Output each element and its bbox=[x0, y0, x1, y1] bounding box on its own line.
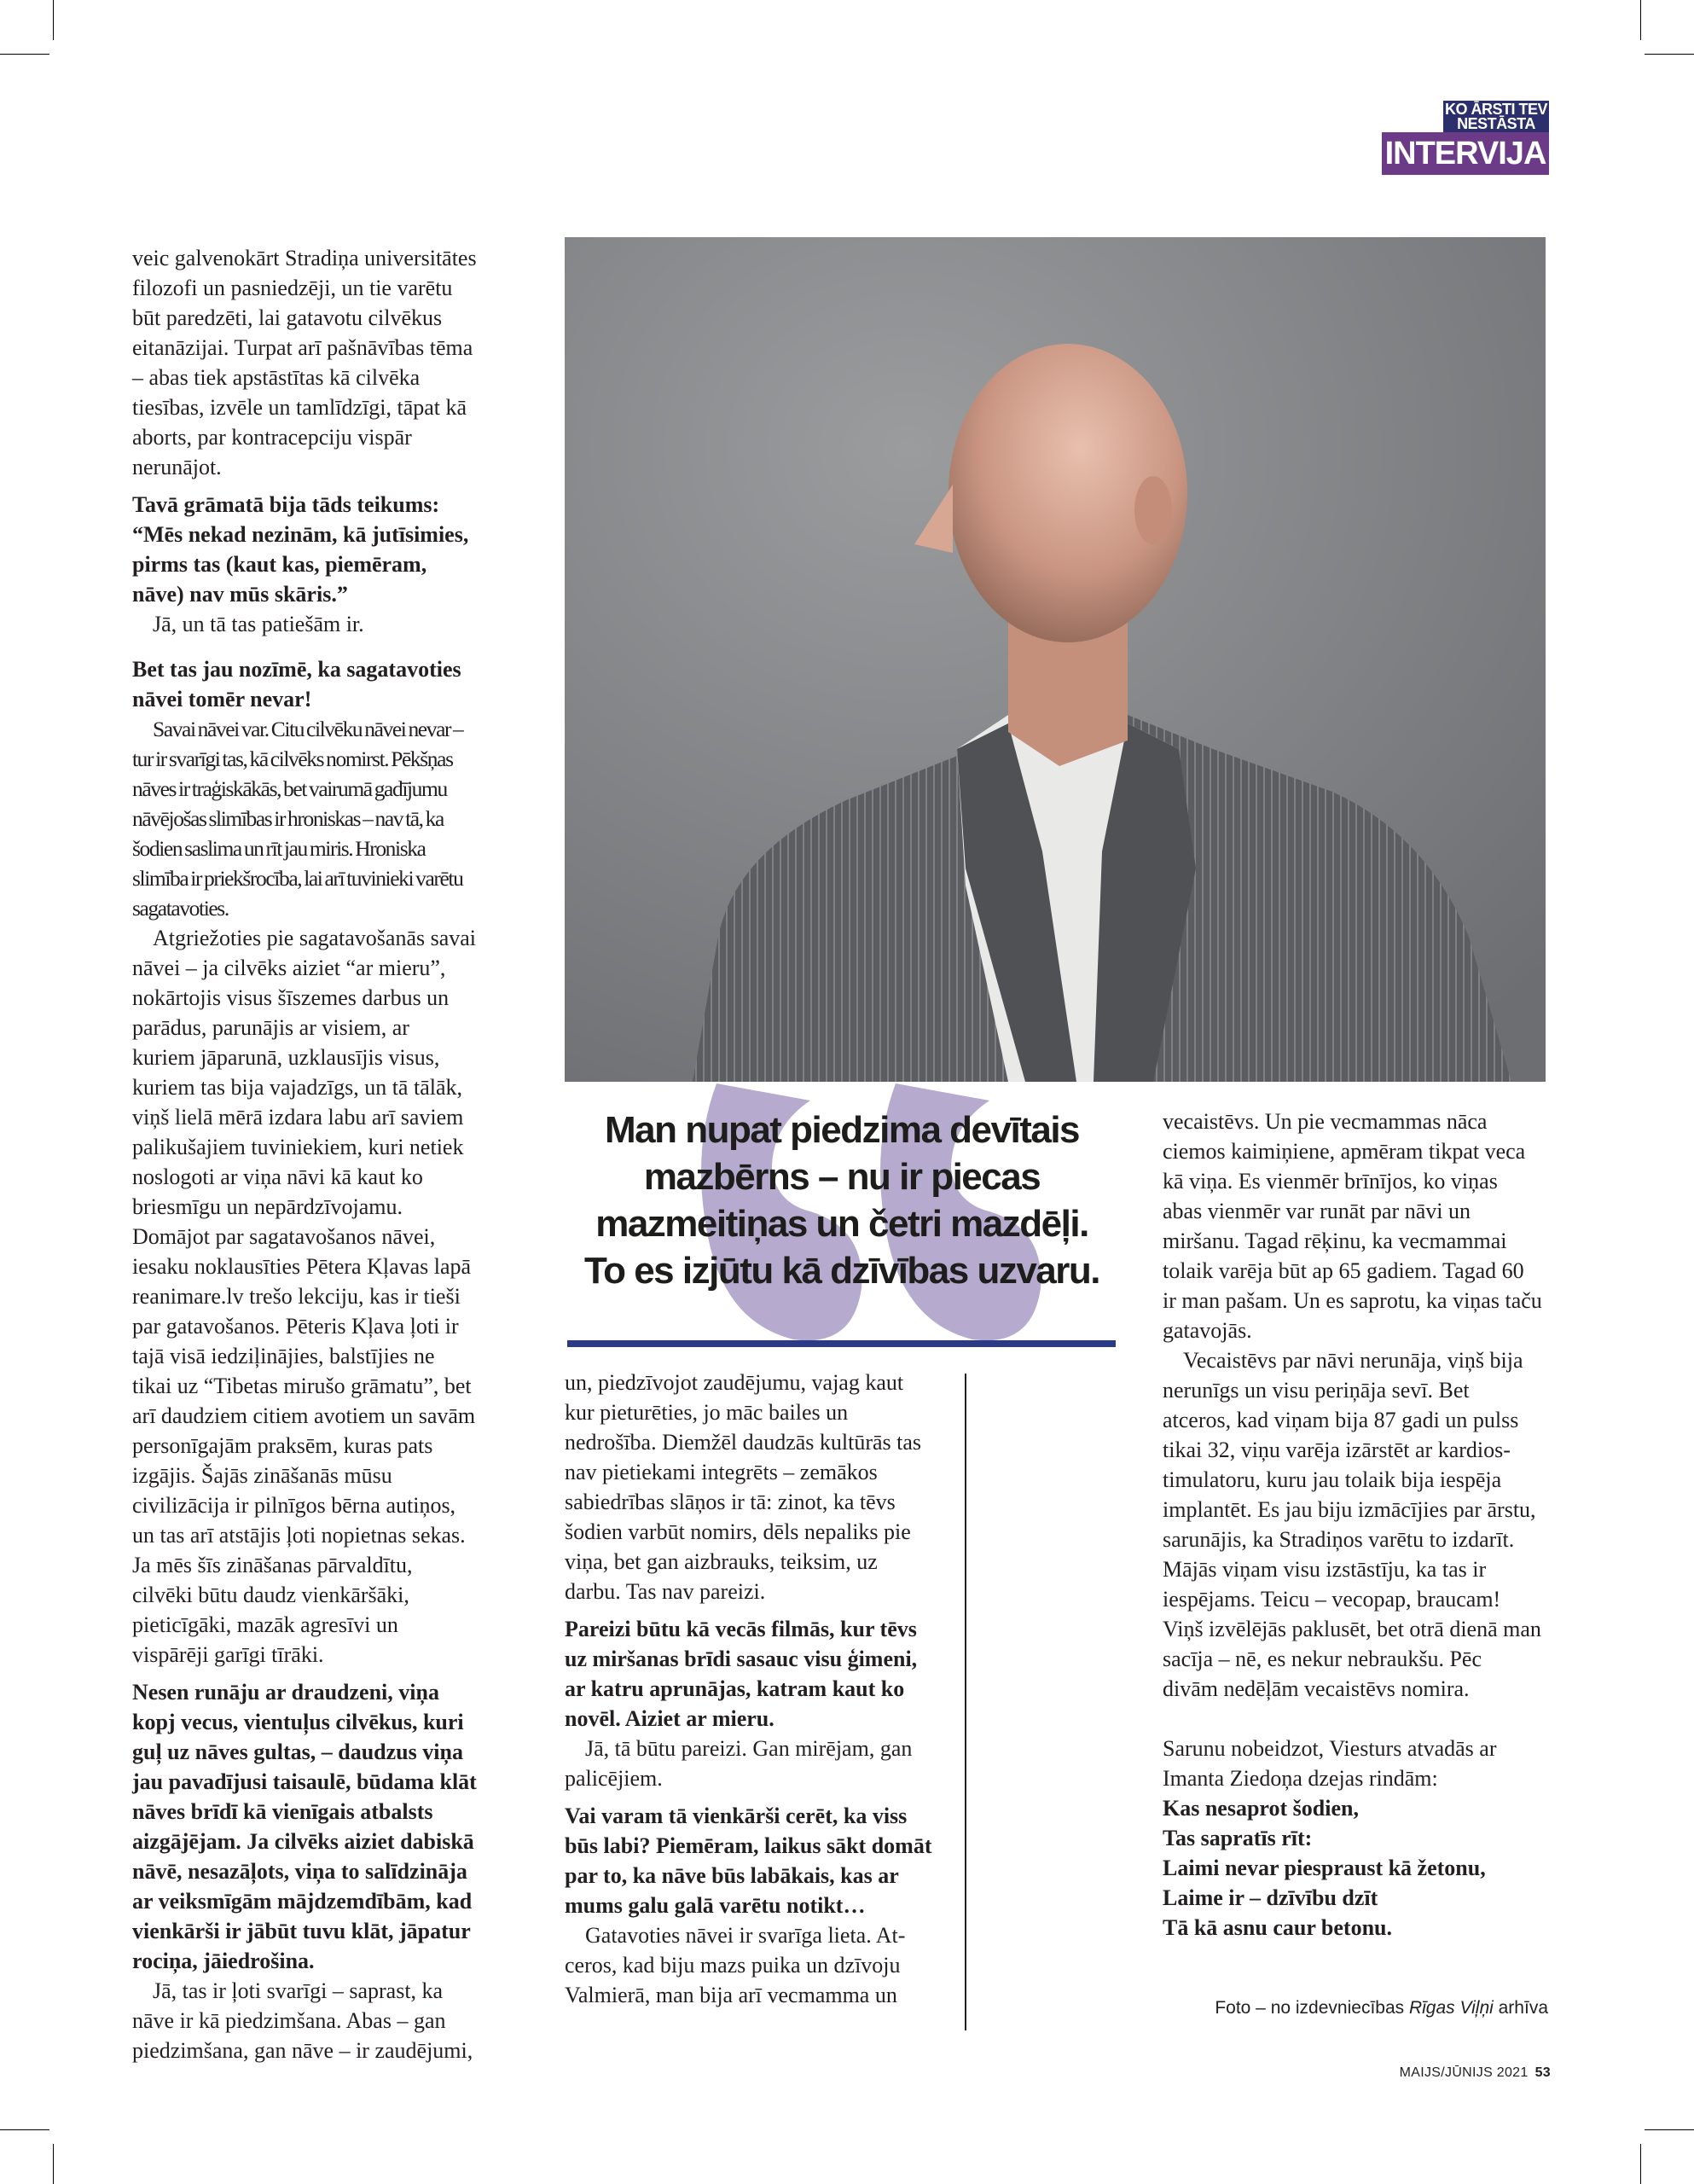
crop-mark bbox=[53, 0, 54, 40]
question: Vai varam tā vienkārši cerēt, ka viss būs labi? Piemēram, laikus sākt domāt par to, ka nāve būs labākais, kas ar mums galu galā varētu notikt… bbox=[565, 1804, 932, 1918]
portrait-illustration bbox=[565, 237, 1546, 1082]
page-number: 53 bbox=[1534, 2065, 1551, 2080]
series-label: KO ĀRSTI TEV NESTĀSTA bbox=[1444, 101, 1547, 132]
text-column-2 bbox=[565, 1368, 933, 2010]
paragraph: un, piedzīvojot zaudējumu, vajag kaut kur pieturēties, jo māc bailes un nedrošība. Diemžēl daudzās kultūrās tas nav pietiekami integrēts – zemākos sabiedrības slāņos ir tā: zinot, ka tēvs šodien varbūt nomirs, dēls nepaliks pie viņa, bet gan aizbrauks, teiksim, uz darbu. Tas nav pareizi. bbox=[565, 1370, 922, 1604]
question: Bet tas jau nozīmē, ka sagatavoties nāvei tomēr nevar! bbox=[132, 657, 461, 712]
answer: Gatavoties nāvei ir svarīga lieta. Atceros, kad biju mazs puika un dzīvoju Valmierā, man bija arī vecmamma un bbox=[565, 1923, 906, 2007]
paragraph: Sarunu nobeidzot, Viesturs atvadās ar Imanta Ziedoņa dzejas rindām: bbox=[1163, 1736, 1497, 1791]
section-label: INTERVIJA bbox=[1382, 132, 1549, 175]
crop-mark bbox=[1640, 2144, 1641, 2184]
answer: Jā, tas ir ļoti svarīgi – saprast, ka nāve ir kā piedzimšana. Abas – gan piedzimšana, gan nāve – ir zaudējumi, bbox=[132, 1978, 473, 2063]
photo-credit: Foto – no izdevniecības Rīgas Viļņi arhīva bbox=[1215, 1998, 1548, 2018]
crop-mark bbox=[1645, 2129, 1694, 2130]
column-divider bbox=[965, 1374, 966, 2030]
pull-quote: Man nupat piedzima devītais mazbērns – nu ir piecas mazmeitiņas un četri mazdēļi. To es izjūtu kā dzīvības uzvaru. bbox=[583, 1109, 1099, 1292]
paragraph: Atgriežoties pie sagatavošanās savai nāvei – ja cilvēks aiziet “ar mieru”, nokārtojis visus šīszemes darbus un parādus, parunājis ar visiem, ar kuriem jāparunā, uzklausījis visus, kuriem tas bija vajadzīgs, un tā tālāk, viņš lielā mērā izdara labu arī saviem palikušajiem tuviniekiem, kuri netiek noslogoti ar viņa nāvi kā kaut ko briesmīgu un nepārdzīvojamu. Domājot par sagatavošanos nāvei, iesaku noklausīties Pētera Kļavas lapā reanimare.lv trešo lekciju, kas ir tieši par gatavošanos. Pēteris Kļava ļoti ir tajā visā iedziļinājies, balstījies ne tikai uz “Tibetas mirušo grāmatu”, bet arī daudziem citiem avotiem un savām personīgajām praksēm, kuras pats izgājis. Šajās zināšanās mūsu civilizācija ir pilnīgos bērna autiņos, un tas arī atstājis ļoti nopietnas sekas. Ja mēs šīs zināšanas pārvaldītu, cilvēki būtu daudz vienkāršāki, pieticīgāki, mazāk agresīvi un vispārēji garīgi tīrāki. bbox=[132, 926, 477, 1667]
crop-mark bbox=[1640, 0, 1641, 40]
page-footer bbox=[1279, 2065, 1551, 2081]
answer: Savai nāvei var. Citu cilvēku nāvei nevar – tur ir svarīgi tas, kā cilvēks nomirst. Pēkšņas nāves ir traģiskākās, bet vairumā gadījumu nāvējošas slimības ir hroniskas – nav tā, ka šodien saslima un rīt jau miris. Hroniska slimība ir priekšrocība, lai arī tuvinieki varētu sagatavoties. bbox=[132, 717, 463, 921]
question: Nesen runāju ar draudzeni, viņa kopj vecus, vientuļus cilvēkus, kuri guļ uz nāves gultas, – daudzus viņa jau pavadījusi taisaulē, būdama klāt nāves brīdī kā vienīgais atbalsts aizgājējam. Ja cilvēks aiziet dabiskā nāvē, nesazāļots, viņa to salīdzināja ar veiksmīgām mājdzemdībām, kad vienkārši ir jābūt tuvu klāt, jāpatur rociņa, jāiedrošina. bbox=[132, 1680, 477, 1973]
paragraph: veic galvenokārt Stradiņa universitātes filozofi un pasniedzēji, un tie varētu būt paredzēti, lai gatavotu cilvēkus eitanāzijai. Turpat arī pašnāvības tēma – abas tiek apstāstītas kā cilvēka tiesības, izvēle un tamlīdzīgi, tāpat kā aborts, par kontracepciju vispār nerunājot. bbox=[132, 246, 477, 479]
poem-line: Laime ir – dzīvību dzīt bbox=[1163, 1885, 1378, 1910]
question: Tavā grāmatā bija tāds teikums: “Mēs nekad nezinām, kā jutīsimies, pirms tas (kaut kas, piemēram, nāve) nav mūs skāris.” bbox=[132, 492, 469, 607]
pull-quote-rule bbox=[567, 1340, 1116, 1347]
paragraph: Vecaistēvs par nāvi nerunāja, viņš bija nerunīgs un visu periņāja sevī. Bet atceros, kad viņam bija 87 gadi un pulss tikai 32, viņu varēja izārstēt ar kardiostimulatoru, kuru jau tolaik bija iespēja implantēt. Es jau biju izmācījies par ārstu, sarunājis, ka Stradiņos varētu to izdarīt. Mājās viņam visu izstāstīju, ka tas ir iespējams. Teicu – vecopap, braucam! Viņš izvēlējās paklusēt, bet otrā dienā man sacīja – nē, es nekur nebraukšu. Pēc divām nedēļām vecaistēvs nomira. bbox=[1163, 1348, 1541, 1701]
question: Pareizi būtu kā vecās filmās, kur tēvs uz miršanas brīdi sasauc visu ģimeni, ar katru aprunājas, katram kaut ko novēl. Aiziet ar mieru. bbox=[565, 1617, 918, 1731]
answer: Jā, un tā tas patiešām ir. bbox=[153, 612, 364, 636]
poem-line: Kas nesaprot šodien, bbox=[1163, 1796, 1359, 1821]
section-badge bbox=[1382, 101, 1549, 175]
crop-mark bbox=[0, 54, 49, 55]
poem-line: Tā kā asnu caur betonu. bbox=[1163, 1915, 1392, 1940]
portrait-photo bbox=[565, 237, 1546, 1082]
issue-label: MAIJS/JŪNIJS 2021 bbox=[1399, 2065, 1529, 2080]
text-column-3 bbox=[1163, 1107, 1542, 1943]
poem-line: Laimi nevar piespraust kā žetonu, bbox=[1163, 1856, 1486, 1880]
answer: Jā, tā būtu pareizi. Gan mirējam, gan palicējiem. bbox=[565, 1736, 913, 1791]
text-column-1 bbox=[132, 243, 478, 2065]
crop-mark bbox=[53, 2144, 54, 2184]
poem-line: Tas sapratīs rīt: bbox=[1163, 1826, 1313, 1850]
paragraph: vecaistēvs. Un pie vecmammas nāca ciemos kaimiņiene, apmēram tikpat veca kā viņa. Es vienmēr brīnījos, ko viņas abas vienmēr var runāt par nāvi un miršanu. Tagad rēķinu, ka vecmammai tolaik varēja būt ap 65 gadiem. Tagad 60 ir man pašam. Un es saprotu, ka viņas taču gatavojās. bbox=[1163, 1109, 1542, 1343]
crop-mark bbox=[0, 2129, 49, 2130]
crop-mark bbox=[1645, 54, 1694, 55]
